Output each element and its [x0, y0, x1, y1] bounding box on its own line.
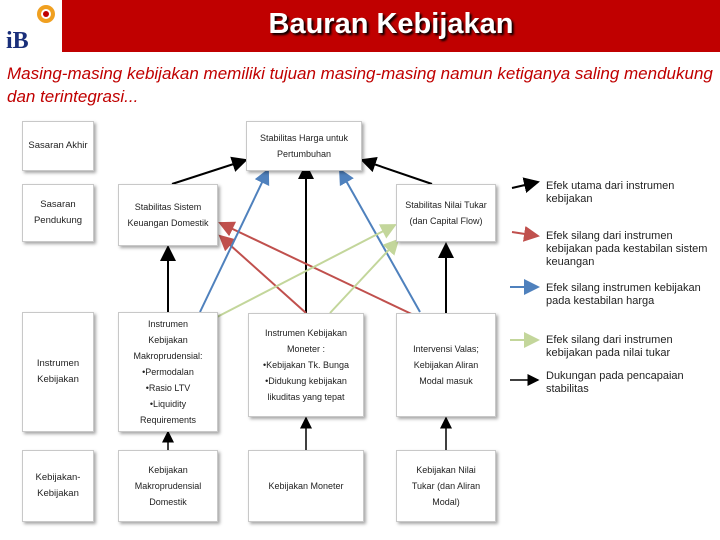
arrow-red-instrumen2-to-sasaran1 [220, 236, 306, 313]
legend-green-effect: Efek silang dari instrumen kebijakan pada nilai tukar [546, 334, 673, 359]
node-kebijakan-makroprudensial: Kebijakan Makroprudensial Domestik [118, 450, 218, 522]
legend-arrow-red [512, 232, 538, 236]
label-kebijakan-kebijakan: Kebijakan-Kebijakan [22, 450, 94, 522]
node-kebijakan-nilai-tukar: Kebijakan Nilai Tukar (dan Aliran Modal) [396, 450, 496, 522]
node-instrumen-moneter: Instrumen Kebijakan Moneter : •Kebijakan Tk. Bunga •Didukung kebijakan likuditas yang tepat [248, 313, 364, 417]
arrow-red-instrumen3-to-sasaran1 [220, 223, 420, 318]
legend-arrow-main [512, 182, 538, 188]
node-stabilitas-nilai-tukar: Stabilitas Nilai Tukar (dan Capital Flow) [396, 184, 496, 242]
legend-main-effect: Efek utama dari instrumen kebijakan [546, 180, 675, 205]
legend-blue-effect: Efek silang instrumen kebijakan pada kestabilan harga [546, 282, 701, 307]
page-subtitle: Masing-masing kebijakan memiliki tujuan masing-masing namun ketiganya saling mendukung dan terintegrasi... [7, 64, 713, 106]
label-sasaran-akhir: Sasaran Akhir [22, 121, 94, 171]
legend-support: Dukungan pada pencapaian stabilitas [546, 370, 684, 395]
node-kebijakan-moneter: Kebijakan Moneter [248, 450, 364, 522]
node-instrumen-makroprudensial: Instrumen Kebijakan Makroprudensial: •Permodalan •Rasio LTV •Liquidity Requirements [118, 312, 218, 432]
page-title: Bauran Kebijakan [268, 8, 514, 40]
label-sasaran-pendukung: Sasaran Pendukung [22, 184, 94, 242]
node-instrumen-valas: Intervensi Valas; Kebijakan Aliran Modal masuk [396, 313, 496, 417]
label-instrumen-kebijakan: Instrumen Kebijakan [22, 312, 94, 432]
arrow-sasaran1-to-top [172, 160, 246, 184]
logo-text: iB [6, 28, 29, 54]
arrow-sasaran2-to-top [362, 160, 432, 184]
node-stabilitas-sistem-keuangan: Stabilitas Sistem Keuangan Domestik [118, 184, 218, 246]
node-stabilitas-harga: Stabilitas Harga untuk Pertumbuhan [246, 121, 362, 171]
legend-red-effect: Efek silang dari instrumen kebijakan pada kestabilan sistem keuangan [546, 230, 708, 268]
